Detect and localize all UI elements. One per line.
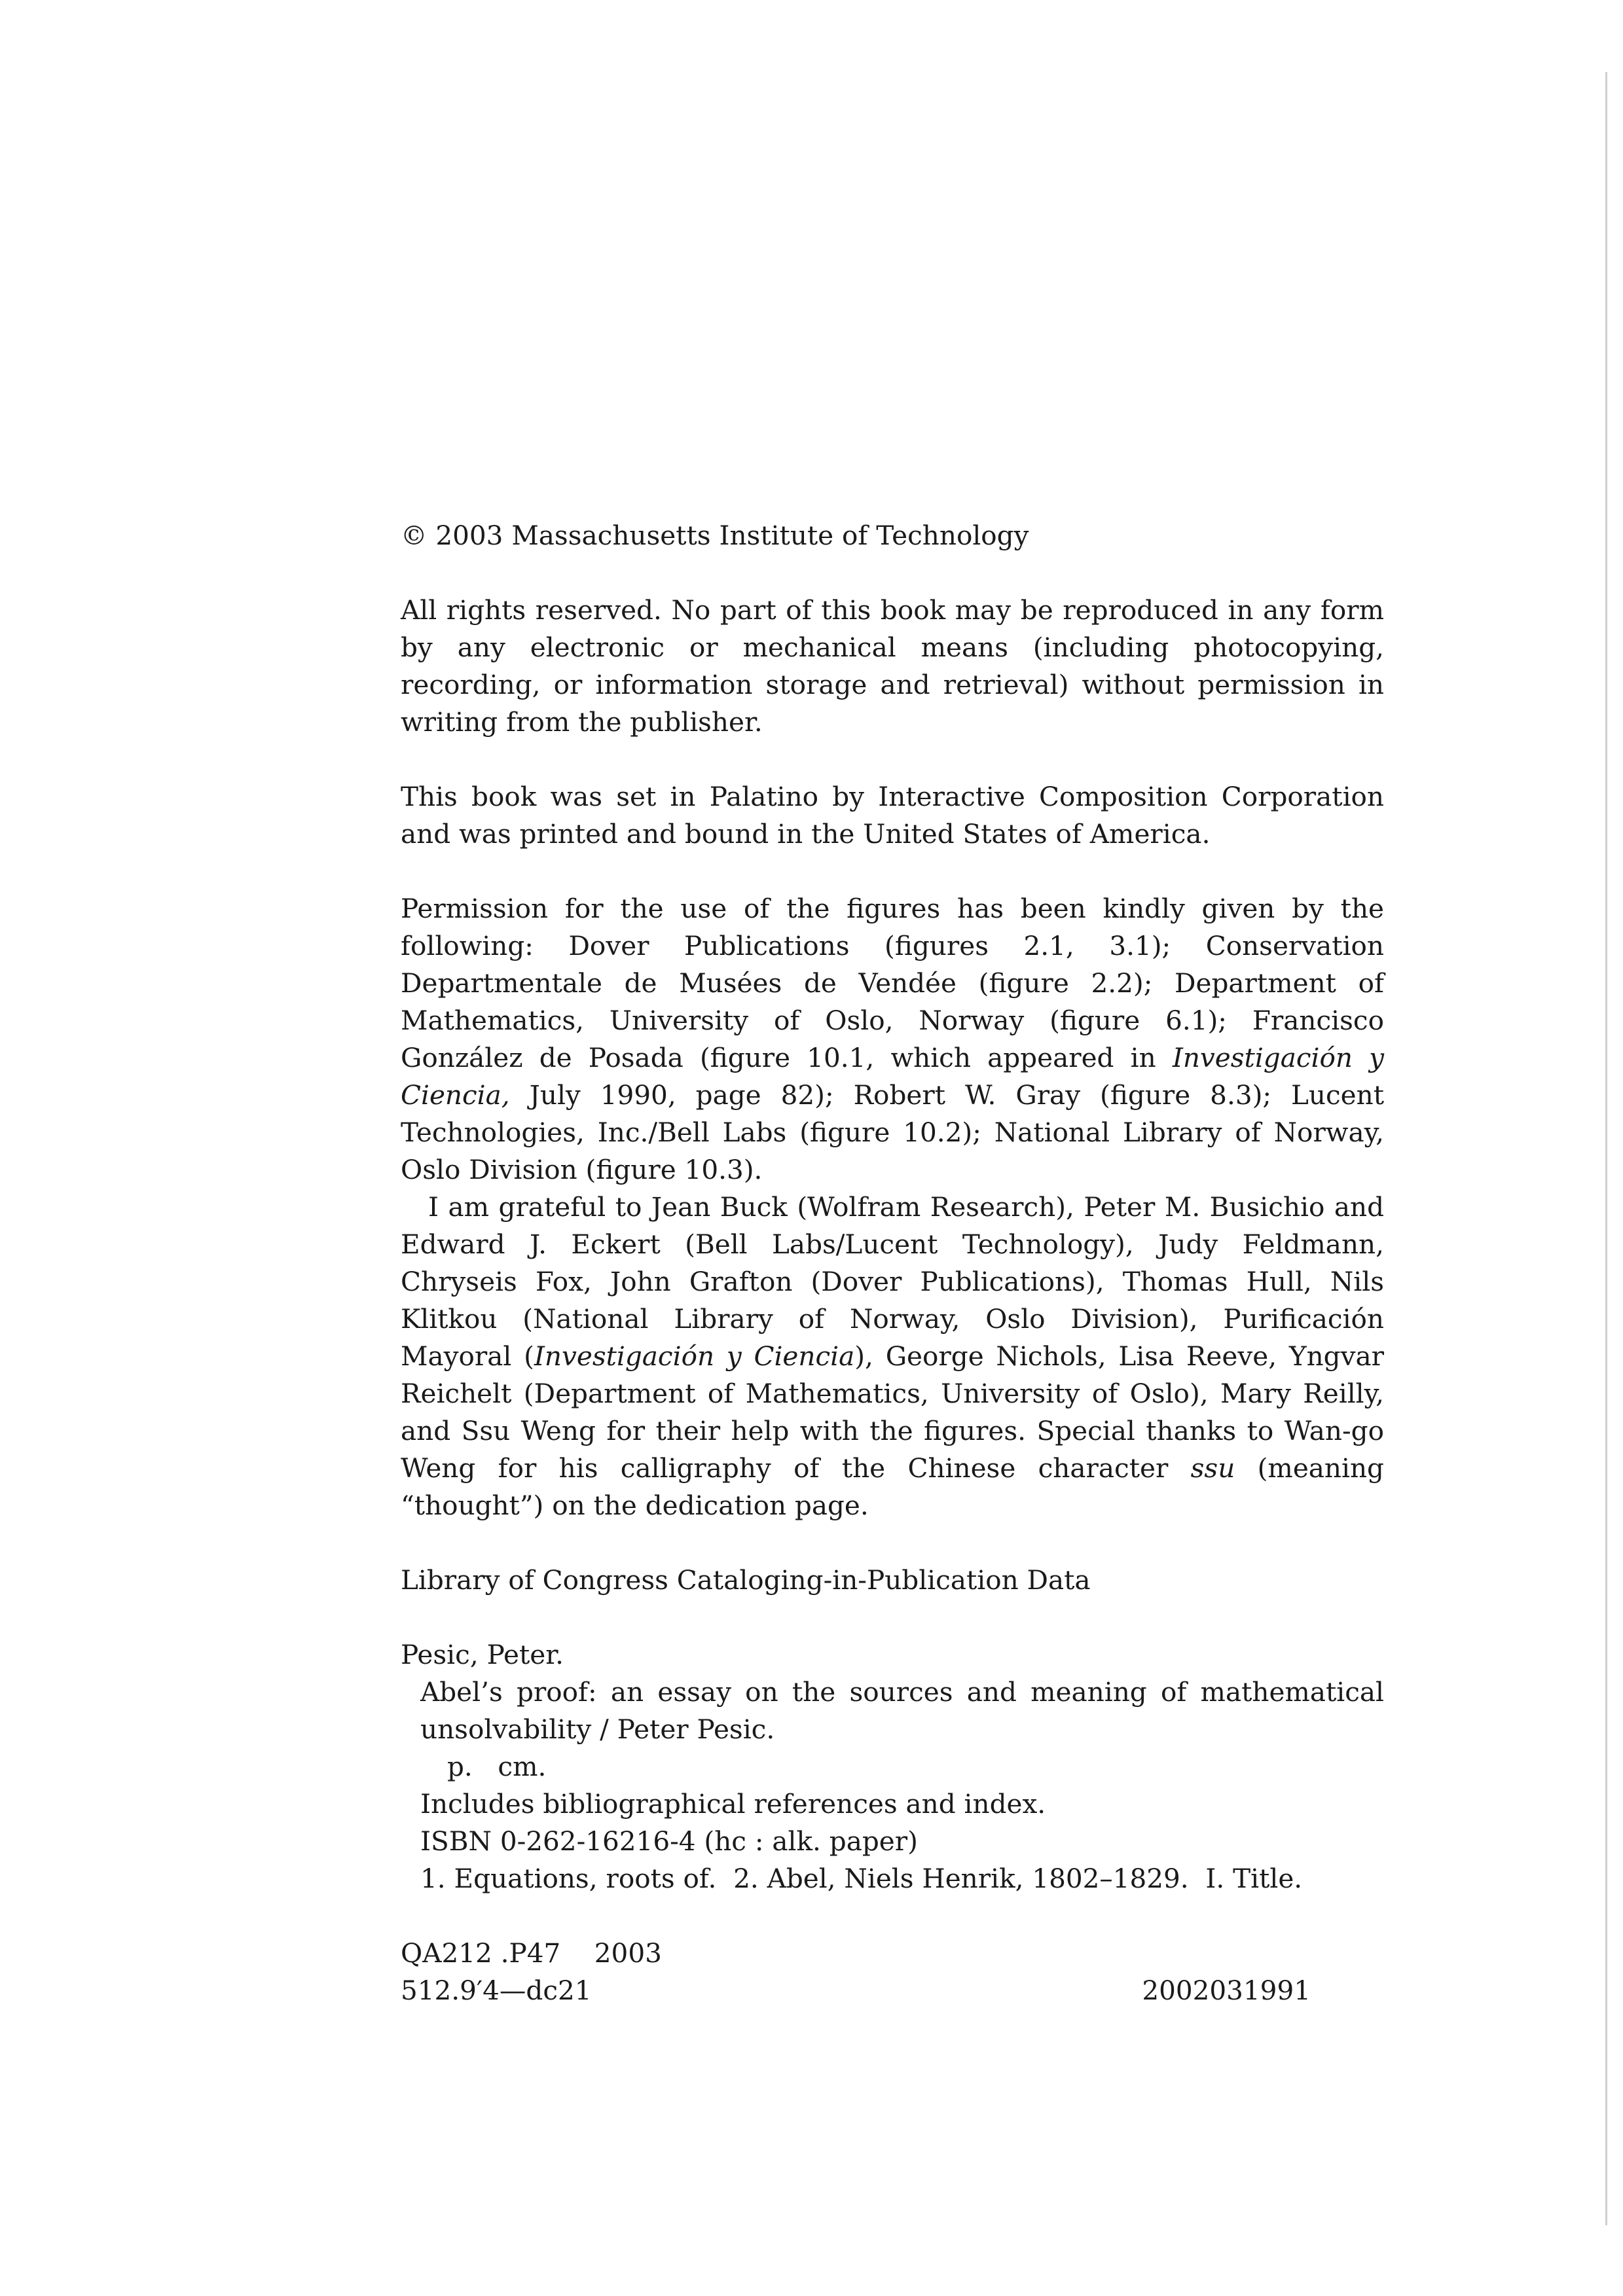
cip-dewey-row [401, 1972, 1384, 2009]
permissions-text: Permission for the use of the figures has been kindly given by the following: Dover Publications (figures 2.1, 3.1); Conservation Departmentale de Musées de Vendée (figure 2.2); Department of Mathematics, University of Oslo, Norway (figure 6.1); Francisco González de Posada (figure 10.1, which appeared in [401, 893, 1384, 1073]
cip-block [401, 1636, 1384, 1897]
page-edge-rule [1605, 72, 1607, 2225]
typesetting-paragraph: This book was set in Palatino by Interactive Composition Corporation and was printed and bound in the United States of America. [401, 781, 1384, 850]
permissions-text-end: July 1990, page 82); Robert W. Gray (figure 8.3); Lucent Technologies, Inc./Bell Labs (figure 10.2); National Library of Norway, Oslo Division (figure 10.3). [401, 1079, 1384, 1185]
permissions-paragraph [401, 890, 1384, 1189]
cip-pages: p. cm. [447, 1751, 547, 1782]
cip-title: Abel’s proof: an essay on the sources and meaning of mathematical unsolvability / Peter Pesic. [420, 1676, 1384, 1745]
acknowledgments-text-mid: ), George Nichols, Lisa Reeve, Yngvar Reichelt (Department of Mathematics, University of Oslo), Mary Reilly, and Ssu Weng for their help with the figures. Special thanks to Wan-go Weng for his calligraphy of the Chinese character [401, 1340, 1384, 1484]
acknowledgments-text: I am grateful to Jean Buck (Wolfram Research), Peter M. Busichio and Edward J. Eckert (Bell Labs/Lucent Technology), Judy Feldmann, Chryseis Fox, John Grafton (Dover Publications), Thomas Hull, Nils Klitkou (National Library of Norway, Oslo Division), Purificación Mayoral ( [401, 1191, 1384, 1372]
journal-title-2: Investigación y Ciencia [534, 1340, 855, 1372]
cip-lc-class: QA212 .P47 2003 [401, 1937, 662, 1969]
cip-author: Pesic, Peter. [401, 1639, 564, 1670]
acknowledgments-paragraph [401, 1189, 1384, 1524]
cip-includes: Includes bibliographical references and index. [420, 1788, 1046, 1820]
cip-heading: Library of Congress Cataloging-in-Publication Data [401, 1564, 1091, 1596]
acknowledgments-text-end: (meaning “thought”) on the dedication page. [401, 1452, 1384, 1521]
character-name: ssu [1190, 1452, 1235, 1484]
journal-title: Investigación y Ciencia, [401, 1042, 1384, 1111]
cip-subjects: 1. Equations, roots of. 2. Abel, Niels Henrik, 1802–1829. I. Title. [420, 1863, 1303, 1894]
cip-isbn: ISBN 0-262-16216-4 (hc : alk. paper) [420, 1825, 918, 1857]
cip-classification [401, 1935, 1384, 2009]
copyright-line: © 2003 Massachusetts Institute of Technology [401, 520, 1029, 551]
cip-lccn: 2002031991 [1142, 1975, 1311, 2006]
cip-dewey: 512.9′4—dc21 [401, 1975, 592, 2006]
copyright-page [401, 517, 1384, 2009]
rights-paragraph: All rights reserved. No part of this book may be reproduced in any form by any electronic or mechanical means (including photocopying, recording, or information storage and retrieval) without permission in writing from the publisher. [401, 594, 1384, 738]
